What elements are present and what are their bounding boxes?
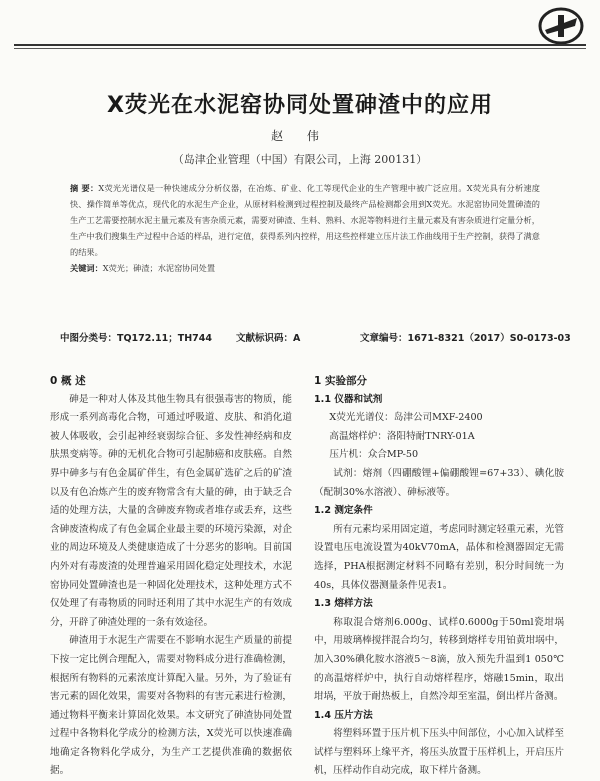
pressing-text: 将塑料环置于压片机下压头中间部位，小心加入试样至试样与塑料环上缘平齐，将压头放置于压样机上，开启压片机，压样动作自动完成，取下样片备测。 [314,728,564,777]
keywords-text: X荧光；砷渣；水泥窑协同处置 [102,263,216,273]
abstract-label: 摘 要： [70,183,99,193]
overview-paragraph-2: 砷渣用于水泥生产需要在不影响水泥生产质量的前提下按一定比例合理配入，需要对物料成分进行准确检测，根据所有物料的元素浓度计算配入量。另外，为了验证有害元素的固化效果，需要对各物料的有害元素进行检测，通过物料平衡来计算固化效果。本文研究了砷渣协同处置过程中各物料化学成分的检测方法，X荧光可以快速准确地确定各物料化学成分，为生产工艺提供准确的数据依据。 [50,635,292,777]
left-column [50,372,292,781]
keywords-label: 关键词： [70,263,103,273]
instrument-furnace: 高温熔样炉：洛阳特耐TNRY-01A [329,430,475,442]
section-1-heading: 1 实验部分 [314,375,367,387]
affiliation: （岛津企业管理（中国）有限公司，上海 200131） [172,153,428,166]
right-column [314,372,564,781]
header-rule-thick [14,44,586,46]
author-name: 赵 伟 [271,129,329,143]
article-number: 文章编号：1671-8321（2017）S0-0173-03 [360,333,571,344]
section-1-4-heading: 1.4 压片方法 [314,709,373,721]
conditions-text: 所有元素均采用固定道，考虑同时测定轻重元素，光管设置电压电流设置为40kV70mA，晶体和检测器固定无需选择，PHA根据测定材料不同略有差别，积分时间统一为40s，具体仪器测量条件见表1。 [314,523,564,591]
reagent-text: 试剂：熔剂（四硼酸锂+偏硼酸锂=67+33）、碘化胺（配制30%水溶液）、砷标液等。 [314,467,564,498]
section-0-heading: 0 概 述 [50,375,86,387]
abstract-block [70,180,540,276]
section-1-2-heading: 1.2 测定条件 [314,505,373,517]
clc-number: 中图分类号：TQ172.11；TH744 [60,333,212,344]
section-1-1-heading: 1.1 仪器和试剂 [314,393,383,405]
section-1-3-heading: 1.3 熔样方法 [314,598,373,610]
overview-paragraph-1: 砷是一种对人体及其他生物具有很强毒害的物质，能形成一系列高毒化合物，可通过呼吸道、皮肤、和消化道被人体吸收，会引起神经衰弱综合征、多发性神经病和皮肤黑变病等。砷的无机化合物可引起肺癌和皮肤癌。自然界中砷多与有色金属矿伴生，有色金属矿选矿之后的矿渣以及有色冶炼产生的废弃物常含有大量的砷，由于缺乏合适的处理方法，大量的含砷废弃物或者堆存或丢弃，这些含砷废渣构成了有色金属企业最主要的环境污染源，对企业的周边环境及人类健康造成了十分恶劣的影响。目前国内外对有毒废渣的处理普遍采用固化稳定处理技术，水泥窑协同处置砷渣也是一种固化处理技术，这种处理方式不仅处理了有毒物质的同时还利用了其中水泥生产的有效成分，开辟了砷渣处理的一条有效途径。 [50,393,292,628]
header-rule-thin [14,48,586,49]
abstract-text: X荧光光谱仪是一种快速成分分析仪器，在冶炼、矿业、化工等现代企业的生产管理中被广泛应用。X荧光具有分析速度快、操作简单等优点，现代化的水泥生产企业，从原材料检测到过程控制及最终产品检测都会用到X荧光。水泥窑协同处置砷渣的生产工艺需要控制水泥主量元素及有害杂质元素，需要对砷渣、生料、熟料、水泥等物料进行主量元素及有害杂质进行定量分析，生产中我们搜集生产过程中合适的样品，进行定值，获得系列内控样，用这些控样建立压片法工作曲线用于生产控制，获得了满意的结果。 [70,183,540,257]
instrument-press: 压片机：众合MP-50 [329,449,419,461]
instrument-xrf: X荧光光谱仪：岛津公司MXF-2400 [329,412,483,424]
journal-logo-icon [537,6,585,46]
document-code: 文献标识码：A [236,333,301,344]
keywords-line [70,260,540,276]
fusion-text: 称取混合熔剂6.000g、试样0.6000g于50ml瓷坩埚中，用玻璃棒搅拌混合均匀，转移到熔样专用铂黄坩埚中，加入30%碘化胺水溶液5～8滴，放入预先升温到1 050℃的高温熔样炉中，执行自动熔样程序，熔融15min，取出坩埚，平放于耐热板上，自然冷却至室温，倒出样片备测。 [314,616,564,703]
paper-title: X荧光在水泥窑协同处置砷渣中的应用 [107,93,493,118]
